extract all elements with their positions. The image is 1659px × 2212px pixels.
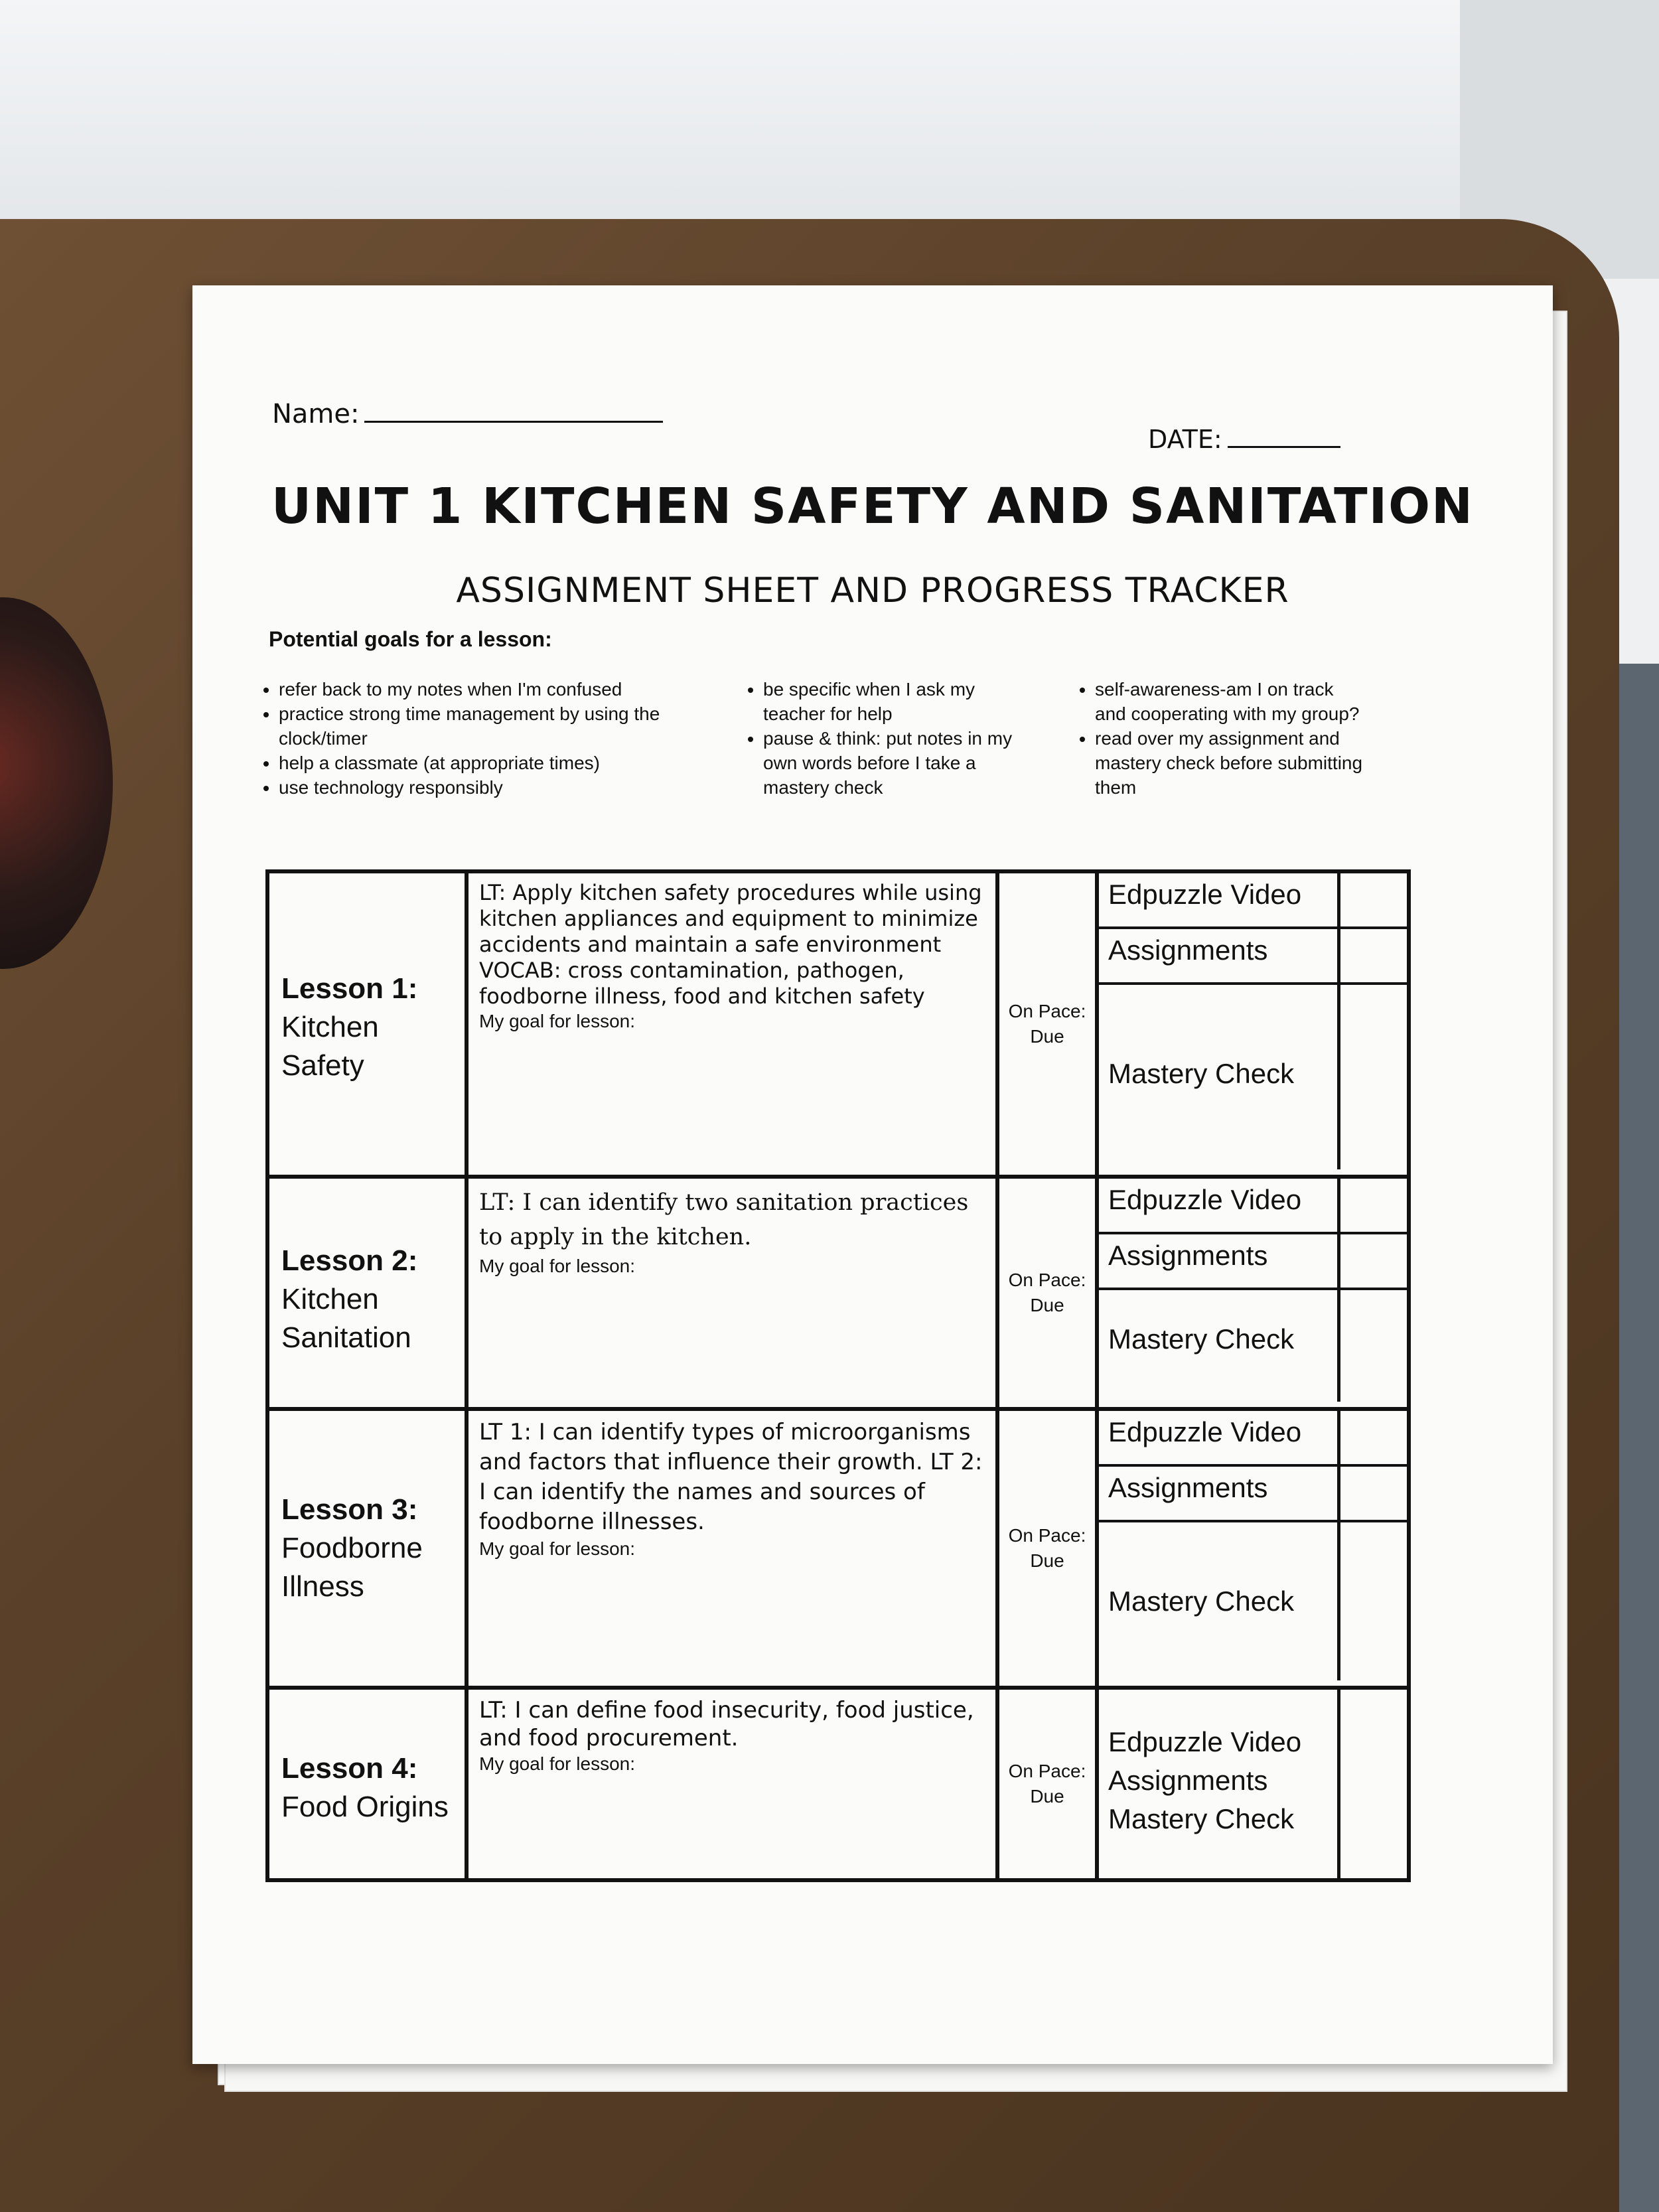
learning-target: LT: Apply kitchen safety procedures while using kitchen appliances and equipment to minimize accidents and maintain a safe environment: [479, 880, 982, 957]
learning-target-cell[interactable]: [467, 1688, 997, 1880]
activity-checkbox[interactable]: [1340, 873, 1407, 926]
activity-row: [1099, 1179, 1407, 1234]
activity-row: [1099, 1411, 1407, 1467]
activity-label: Edpuzzle Video: [1099, 1179, 1340, 1232]
pace-cell[interactable]: [997, 1409, 1097, 1688]
on-pace-label: On Pace:: [1008, 1270, 1086, 1290]
lesson-name: Food Origins: [281, 1791, 449, 1823]
goal-item: • practice strong time management by using the clock/timer: [279, 701, 697, 751]
page-subtitle: ASSIGNMENT SHEET AND PROGRESS TRACKER: [456, 571, 1289, 611]
pace-cell[interactable]: [997, 1688, 1097, 1880]
lesson-name-cell: [267, 1177, 467, 1409]
learning-target: LT 1: I can identify types of microorganisms and factors that influence their growth. LT 2: I can identify the names and sources of foodborne illnesses.: [479, 1419, 983, 1535]
vocab: VOCAB: cross contamination, pathogen, foodborne illness, food and kitchen safety: [479, 958, 925, 1009]
activity-label: Assignments: [1099, 929, 1340, 982]
activity-label: Edpuzzle Video: [1099, 1411, 1340, 1464]
learning-target: LT: I can define food insecurity, food justice, and food procurement.: [479, 1697, 974, 1751]
goals-column-3: [1062, 677, 1367, 800]
goal-item: • self-awareness-am I on track and cooperating with my group?: [1095, 677, 1367, 726]
activity-row: [1099, 1290, 1407, 1402]
lesson-number: Lesson 3:: [281, 1493, 418, 1526]
table-row: [267, 1177, 1409, 1409]
pace-cell[interactable]: [997, 1177, 1097, 1409]
lesson-name: Foodborne: [281, 1532, 423, 1564]
activity-label: Mastery Check: [1099, 985, 1340, 1169]
activity-checkbox[interactable]: [1340, 1522, 1407, 1680]
activity-checkbox[interactable]: [1340, 1234, 1407, 1288]
date-field: [1148, 425, 1340, 454]
activity-row: [1099, 1467, 1407, 1522]
goal-item: • be specific when I ask my teacher for help: [763, 677, 1022, 726]
goal-label: My goal for lesson:: [479, 1256, 635, 1276]
due-label: Due: [1030, 1295, 1064, 1315]
on-pace-label: On Pace:: [1008, 1525, 1086, 1546]
activity-checkbox[interactable]: [1340, 1690, 1407, 1878]
on-pace-label: On Pace:: [1008, 1761, 1086, 1781]
table-row: [267, 1409, 1409, 1688]
goal-label: My goal for lesson:: [479, 1538, 635, 1559]
page-title: UNIT 1 KITCHEN SAFETY AND SANITATION: [271, 478, 1474, 535]
on-pace-label: On Pace:: [1008, 1001, 1086, 1021]
lesson-number: Lesson 4:: [281, 1752, 418, 1785]
lesson-number: Lesson 2:: [281, 1244, 418, 1277]
goal-label: My goal for lesson:: [479, 1011, 635, 1031]
activities-cell: [1097, 1688, 1409, 1880]
lesson-name: Sanitation: [281, 1321, 411, 1354]
activity-label: Assignments: [1099, 1467, 1340, 1520]
activity-list: [1099, 1690, 1340, 1878]
name-blank[interactable]: [364, 398, 663, 423]
activity-checkbox[interactable]: [1340, 1411, 1407, 1464]
goal-item: • pause & think: put notes in my own words before I take a mastery check: [763, 726, 1022, 800]
activity-row: [1099, 873, 1407, 929]
goals-title: Potential goals for a lesson:: [269, 627, 552, 651]
learning-target-cell[interactable]: [467, 871, 997, 1177]
activity-label: Mastery Check: [1099, 1290, 1340, 1402]
due-label: Due: [1030, 1786, 1064, 1806]
table-row: [267, 1688, 1409, 1880]
activity-row: [1099, 1522, 1407, 1680]
name-label: Name:: [272, 399, 360, 429]
learning-target: LT: I can identify two sanitation practices to apply in the kitchen.: [479, 1189, 969, 1250]
activity-label: Edpuzzle Video: [1099, 873, 1340, 926]
lesson-name-cell: [267, 1688, 467, 1880]
learning-target-cell[interactable]: [467, 1177, 997, 1409]
goal-item: • use technology responsibly: [279, 775, 697, 800]
activity-checkbox[interactable]: [1340, 1467, 1407, 1520]
progress-tracker-table: [265, 869, 1411, 1882]
goal-item: • read over my assignment and mastery check before submitting them: [1095, 726, 1367, 800]
activity-checkbox[interactable]: [1340, 1179, 1407, 1232]
goals-column-1: [246, 677, 697, 800]
lesson-name: Kitchen: [281, 1283, 379, 1315]
activity-checkbox[interactable]: [1340, 985, 1407, 1169]
worksheet-page: [192, 285, 1553, 2064]
activities-cell: [1097, 871, 1409, 1177]
activity-group: [1099, 1690, 1407, 1878]
floor: [1619, 664, 1659, 2212]
due-label: Due: [1030, 1550, 1064, 1571]
activity-label: Assignments: [1108, 1765, 1268, 1796]
activity-checkbox[interactable]: [1340, 929, 1407, 982]
goal-item: • help a classmate (at appropriate times): [279, 751, 697, 775]
lesson-name: Kitchen: [281, 1011, 379, 1043]
pace-cell[interactable]: [997, 871, 1097, 1177]
activity-label: Assignments: [1099, 1234, 1340, 1288]
lesson-name-cell: [267, 871, 467, 1177]
lesson-name: Safety: [281, 1049, 364, 1082]
activity-label: Edpuzzle Video: [1108, 1726, 1302, 1757]
activity-label: Mastery Check: [1099, 1522, 1340, 1680]
activities-cell: [1097, 1409, 1409, 1688]
activity-row: [1099, 985, 1407, 1169]
background-wall: [0, 0, 1659, 226]
activity-label: Mastery Check: [1108, 1803, 1295, 1834]
date-label: DATE:: [1148, 425, 1222, 454]
activity-row: [1099, 1234, 1407, 1290]
goal-label: My goal for lesson:: [479, 1753, 635, 1774]
date-blank[interactable]: [1228, 426, 1340, 448]
learning-target-cell[interactable]: [467, 1409, 997, 1688]
lesson-name-cell: [267, 1409, 467, 1688]
activity-row: [1099, 929, 1407, 985]
activity-checkbox[interactable]: [1340, 1290, 1407, 1402]
activities-cell: [1097, 1177, 1409, 1409]
due-label: Due: [1030, 1026, 1064, 1047]
lesson-number: Lesson 1:: [281, 972, 418, 1005]
name-field: [272, 398, 663, 429]
goal-item: • refer back to my notes when I'm confused: [279, 677, 697, 701]
lesson-name: Illness: [281, 1570, 364, 1603]
goals-column-2: [730, 677, 1022, 800]
table-row: [267, 871, 1409, 1177]
